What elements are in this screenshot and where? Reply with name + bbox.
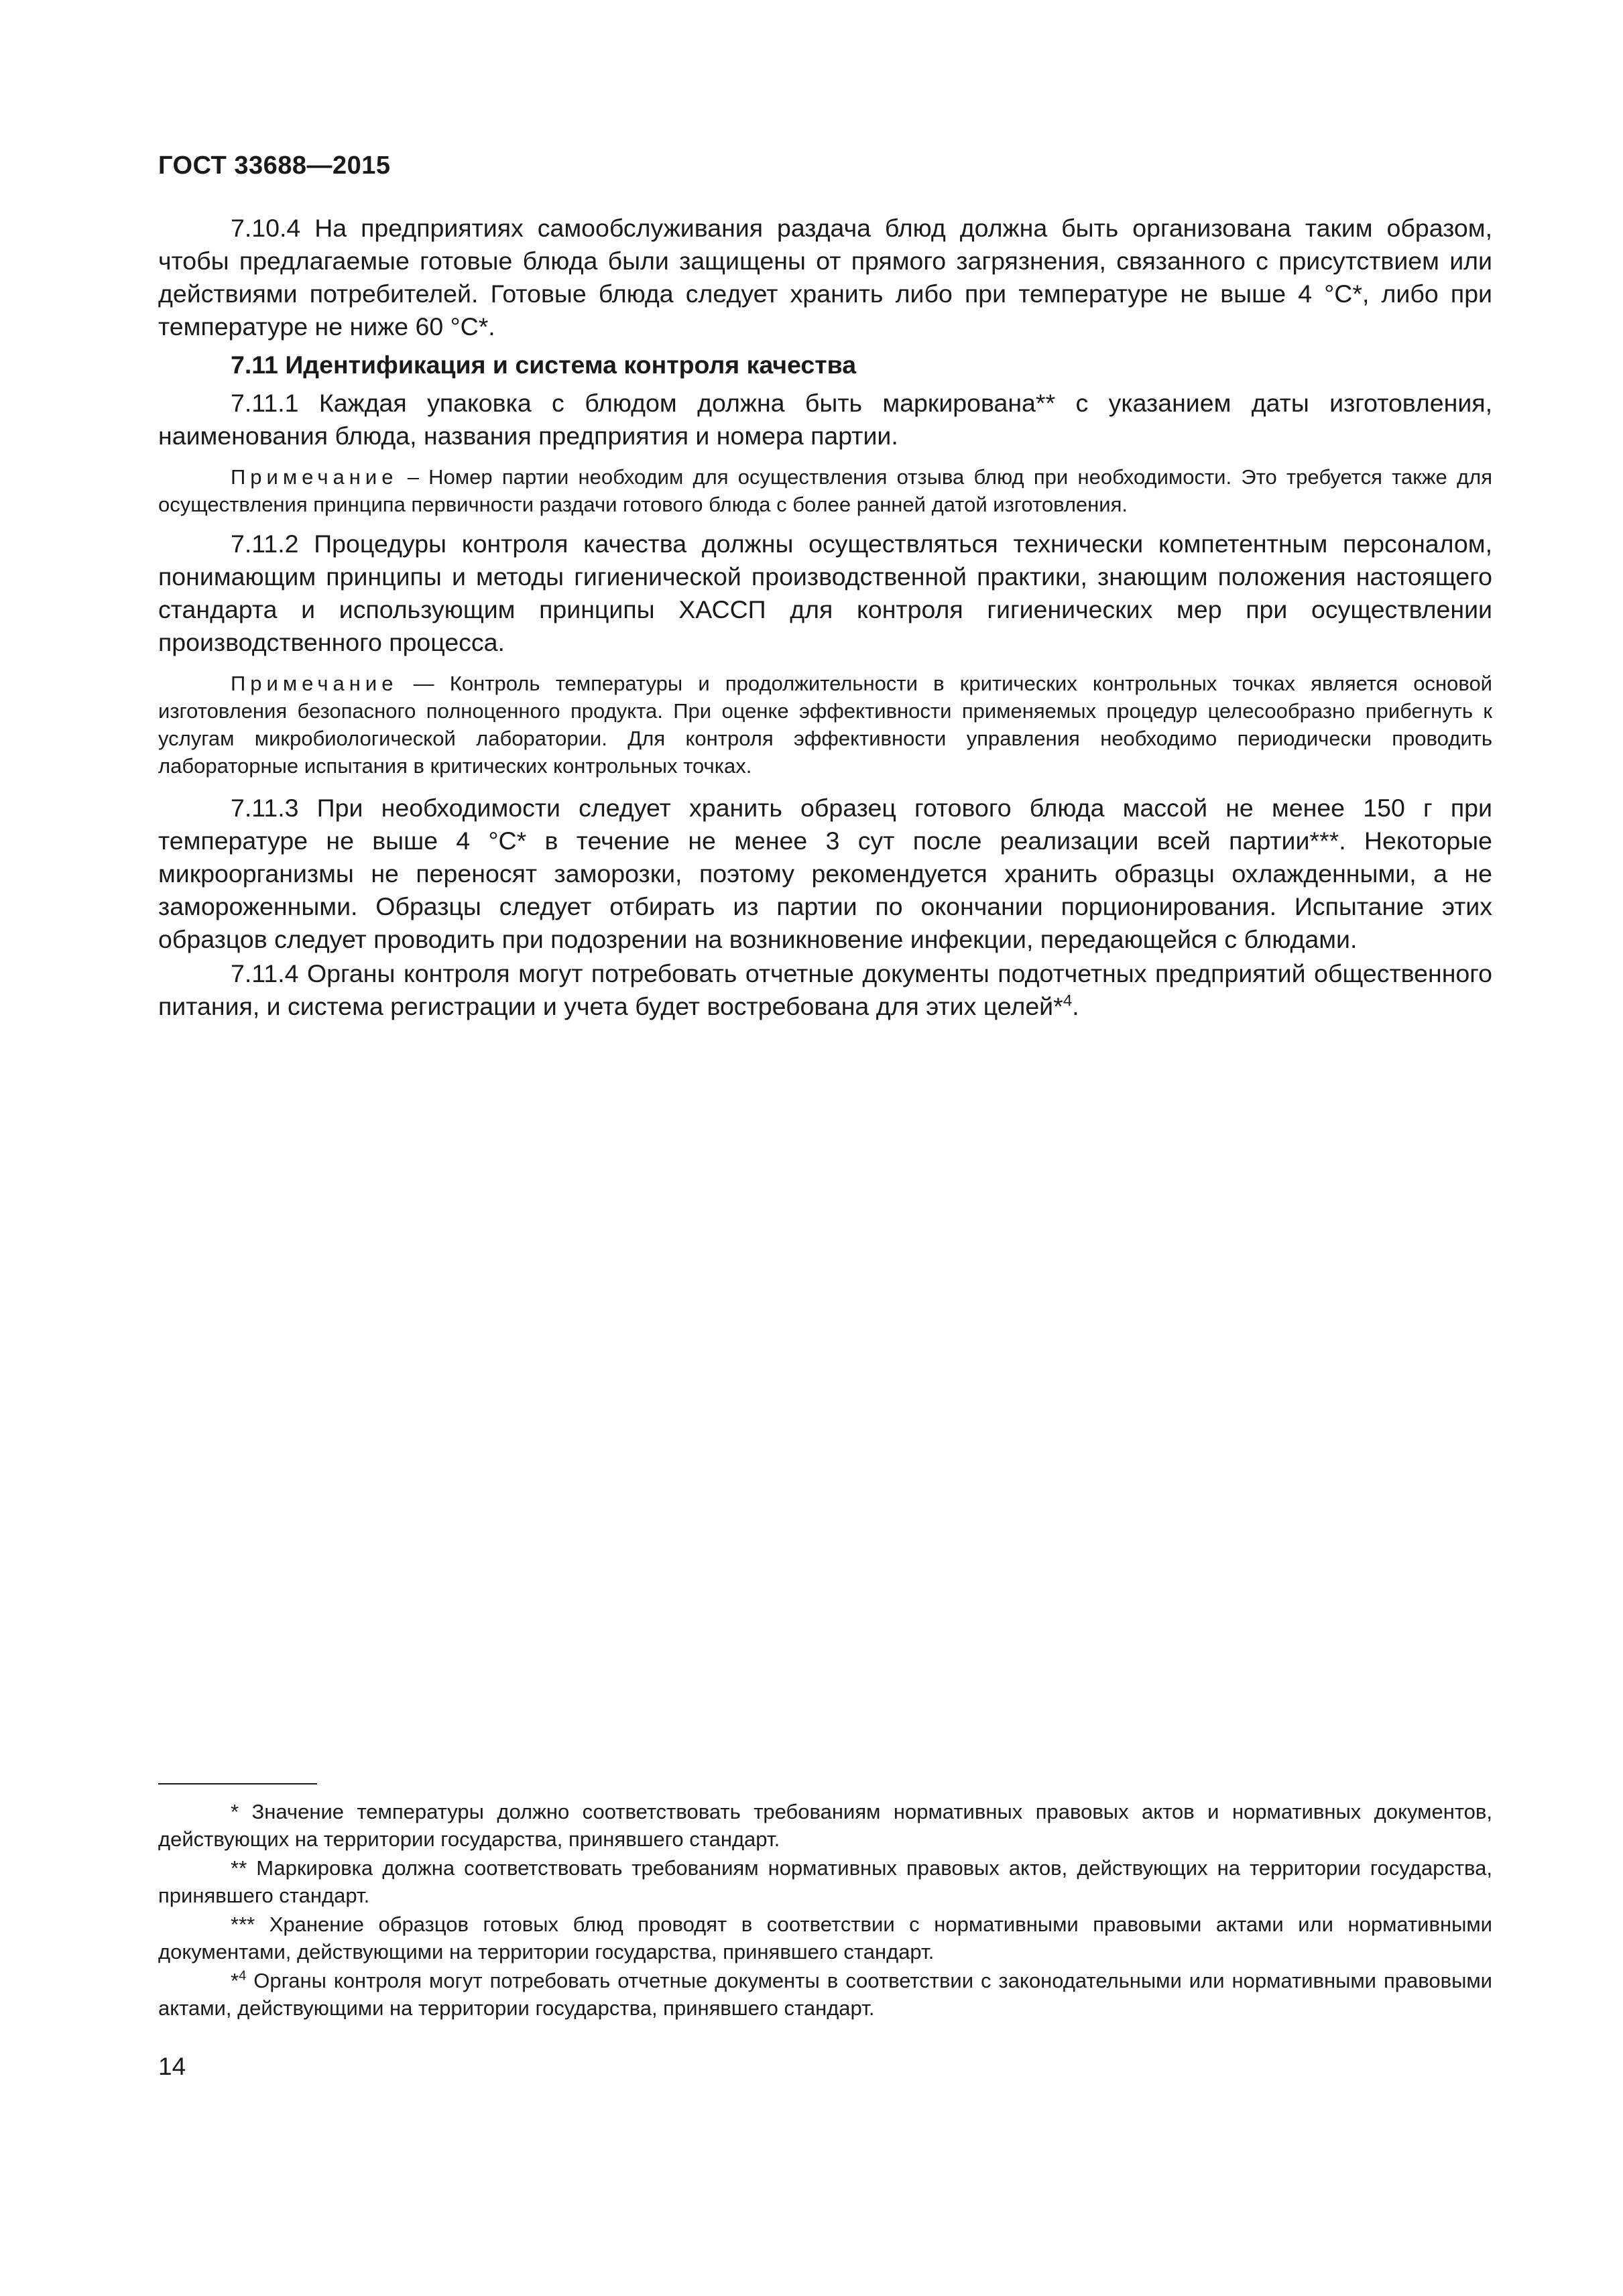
footnote-text: Хранение образцов готовых блюд проводят в соответствии с нормативными правовыми актами или нормативными документами, действующими на территории государства, принявшего стандарт. <box>158 1913 1492 1963</box>
page-number: 14 <box>158 2053 186 2080</box>
paragraph-7-11-1: 7.11.1 Каждая упаковка с блюдом должна быть маркирована** с указанием даты изготовления, наименования блюда, названия предприятия и номера партии. <box>158 389 1492 450</box>
paragraph-7-11-2: 7.11.2 Процедуры контроля качества должны осуществляться технически компетентным персоналом, понимающим принципы и методы гигиенической производственной практики, знающим положения настоящего стандарта и использующим принципы ХАССП для контроля гигиенических мер при осуществлении производственного процесса. <box>158 530 1492 656</box>
footnote-2 <box>158 1854 1492 1909</box>
footnote-ref: 4 <box>1063 991 1073 1010</box>
note-2 <box>158 670 1492 780</box>
note-label: Примечание <box>231 465 398 489</box>
note-1 <box>158 463 1492 518</box>
section-heading-7-11: 7.11 Идентификация и система контроля качества <box>231 351 857 379</box>
footnote-divider <box>158 1783 317 1785</box>
document-header: ГОСТ 33688—2015 <box>158 152 391 180</box>
footnote-mark: * <box>231 1800 239 1823</box>
note-label: Примечание <box>231 672 398 695</box>
paragraph-7-11-4-text: 7.11.4 Органы контроля могут потребовать отчетные документы подотчетных предприятий общественного питания, и система регистрации и учета будет востребована для этих целей* <box>158 959 1492 1020</box>
footnotes <box>158 1798 1492 2022</box>
note-text: – Номер партии необходим для осуществления отзыва блюд при необходимости. Это требуется также для осуществления принципа первичности раздачи готового блюда с более ранней датой изготовления. <box>158 465 1492 516</box>
footnote-3 <box>158 1911 1492 1966</box>
footnote-mark: * <box>231 1969 239 1992</box>
footnote-text: Органы контроля могут потребовать отчетные документы в соответствии с законодательными или нормативными правовыми актами, действующими на территории государства, принявшего стандарт. <box>158 1969 1492 2020</box>
footnote-4 <box>158 1967 1492 2022</box>
paragraph-7-11-3: 7.11.3 При необходимости следует хранить образец готового блюда массой не менее 150 г при температуре не выше 4 °С* в течение не менее 3 сут после реализации всей партии***. Некоторые микроорганизмы не переносят заморозки, поэтому рекомендуется хранить образцы охлажденными, а не замороженными. Образцы следует отбирать из партии по окончании порционирования. Испытание этих образцов следует проводить при подозрении на возникновение инфекции, передающейся с блюдами. <box>158 794 1492 953</box>
footnote-1 <box>158 1798 1492 1853</box>
main-text <box>158 212 1492 1023</box>
footnote-sup: 4 <box>239 1968 247 1984</box>
footnote-mark: *** <box>231 1913 255 1936</box>
paragraph-7-10-4: 7.10.4 На предприятиях самообслуживания раздача блюд должна быть организована таким образом, чтобы предлагаемые готовые блюда были защищены от прямого загрязнения, связанного с присутствием или действиями потребителей. Готовые блюда следует хранить либо при температуре не выше 4 °С*, либо при температуре не ниже 60 °С*. <box>158 214 1492 341</box>
footnote-mark: ** <box>231 1856 247 1880</box>
paragraph-7-11-4 <box>158 957 1492 1023</box>
note-text: — Контроль температуры и продолжительности в критических контрольных точках является основой изготовления безопасного полноценного продукта. При оценке эффективности применяемых процедур целесообразно прибегнуть к услугам микробиологической лаборатории. Для контроля эффективности управления необходимо периодически проводить лабораторные испытания в критических контрольных точках. <box>158 672 1492 778</box>
paragraph-7-11-4-end: . <box>1072 992 1079 1020</box>
footnote-text: Маркировка должна соответствовать требованиям нормативных правовых актов, действующих на территории государства, принявшего стандарт. <box>158 1856 1492 1907</box>
footnote-text: Значение температуры должно соответствовать требованиям нормативных правовых актов и нормативных документов, действующих на территории государства, принявшего стандарт. <box>158 1800 1492 1851</box>
